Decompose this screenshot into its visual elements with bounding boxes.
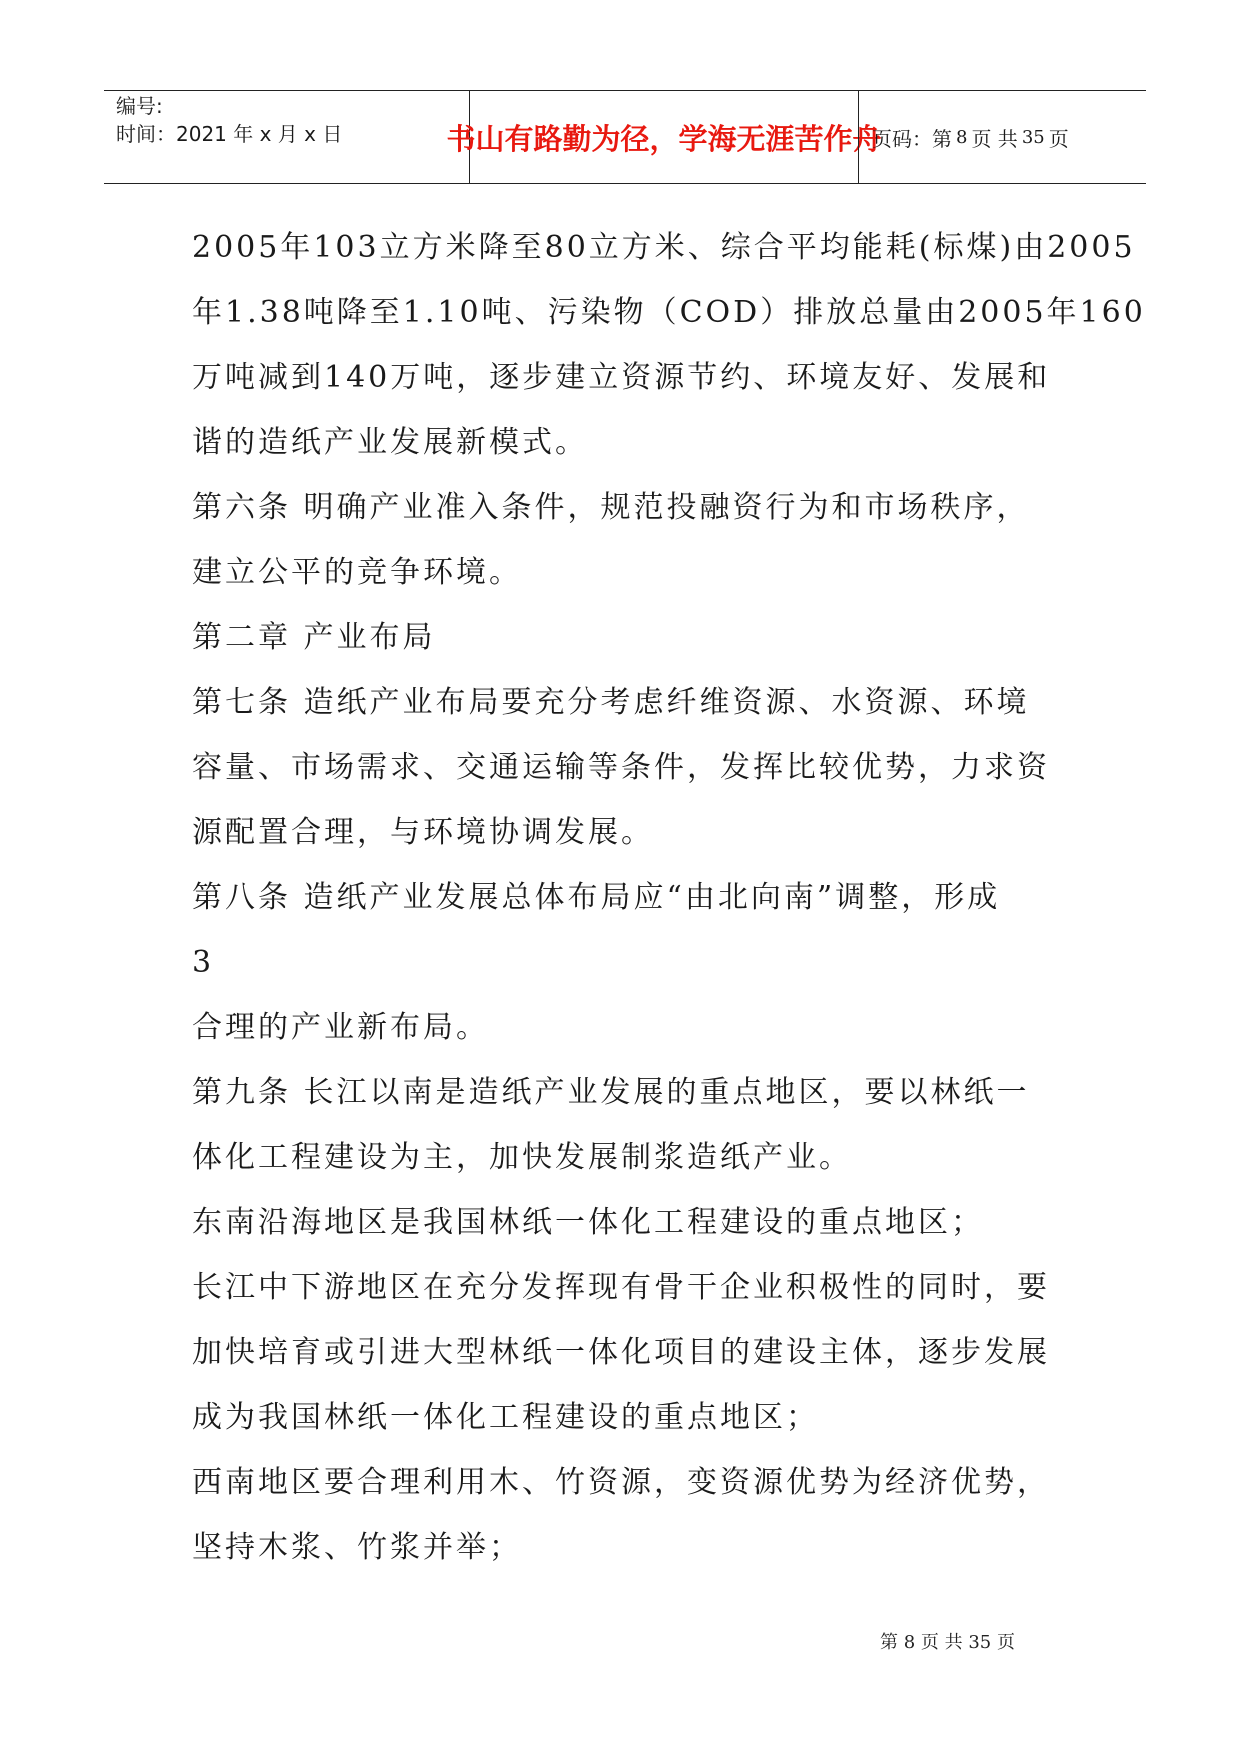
page-footer: 第 8 页 共 35 页 xyxy=(880,1632,1015,1653)
text-line: 2005年103立方米降至80立方米、综合平均能耗(标煤)由2005 xyxy=(192,230,1136,265)
time-label: 时间：2021 年 x 月 x 日 xyxy=(116,122,343,146)
text-line: 长江中下游地区在充分发挥现有骨干企业积极性的同时，要 xyxy=(192,1270,1050,1305)
text-line: 合理的产业新布局。 xyxy=(192,1010,489,1045)
header-motto: 书山有路勤为径，学海无涯苦作舟 xyxy=(446,121,882,156)
text-line: 容量、市场需求、交通运输等条件，发挥比较优势，力求资 xyxy=(192,750,1050,785)
text-line: 第九条 长江以南是造纸产业发展的重点地区，要以林纸一 xyxy=(192,1075,1030,1110)
text-line: 坚持木浆、竹浆并举； xyxy=(192,1530,522,1565)
page-total: 35 xyxy=(1021,126,1045,148)
page-header xyxy=(104,90,1146,184)
text-line: 第八条 造纸产业发展总体布局应“由北向南”调整，形成 xyxy=(192,880,1001,915)
text-line: 3 xyxy=(192,945,215,980)
text-line: 第七条 造纸产业布局要充分考虑纤维资源、水资源、环境 xyxy=(192,685,1030,720)
text-line: 西南地区要合理利用木、竹资源，变资源优势为经济优势， xyxy=(192,1465,1050,1500)
document-body xyxy=(192,215,1146,1580)
header-meta xyxy=(116,91,471,183)
header-divider-right xyxy=(858,91,859,183)
text-line: 成为我国林纸一体化工程建设的重点地区； xyxy=(192,1400,819,1435)
page-middle: 页 共 xyxy=(971,126,1018,151)
page-suffix: 页 xyxy=(1048,126,1069,151)
number-label: 编号: xyxy=(116,94,163,118)
text-line: 东南沿海地区是我国林纸一体化工程建设的重点地区； xyxy=(192,1205,984,1240)
text-line: 体化工程建设为主，加快发展制浆造纸产业。 xyxy=(192,1140,852,1175)
page-prefix: 页码：第 xyxy=(872,126,952,151)
text-line: 源配置合理，与环境协调发展。 xyxy=(192,815,654,850)
text-line: 第六条 明确产业准入条件，规范投融资行为和市场秩序， xyxy=(192,490,1030,525)
text-line: 建立公平的竞争环境。 xyxy=(192,555,522,590)
text-line: 谐的造纸产业发展新模式。 xyxy=(192,425,588,460)
header-page-number xyxy=(872,91,1142,183)
page-current: 8 xyxy=(956,126,968,148)
text-line: 万吨减到140万吨，逐步建立资源节约、环境友好、发展和 xyxy=(192,360,1051,395)
text-line: 第二章 产业布局 xyxy=(192,620,436,655)
text-line: 年1.38吨降至1.10吨、污染物（COD）排放总量由2005年160 xyxy=(192,295,1146,330)
text-line: 加快培育或引进大型林纸一体化项目的建设主体，逐步发展 xyxy=(192,1335,1050,1370)
